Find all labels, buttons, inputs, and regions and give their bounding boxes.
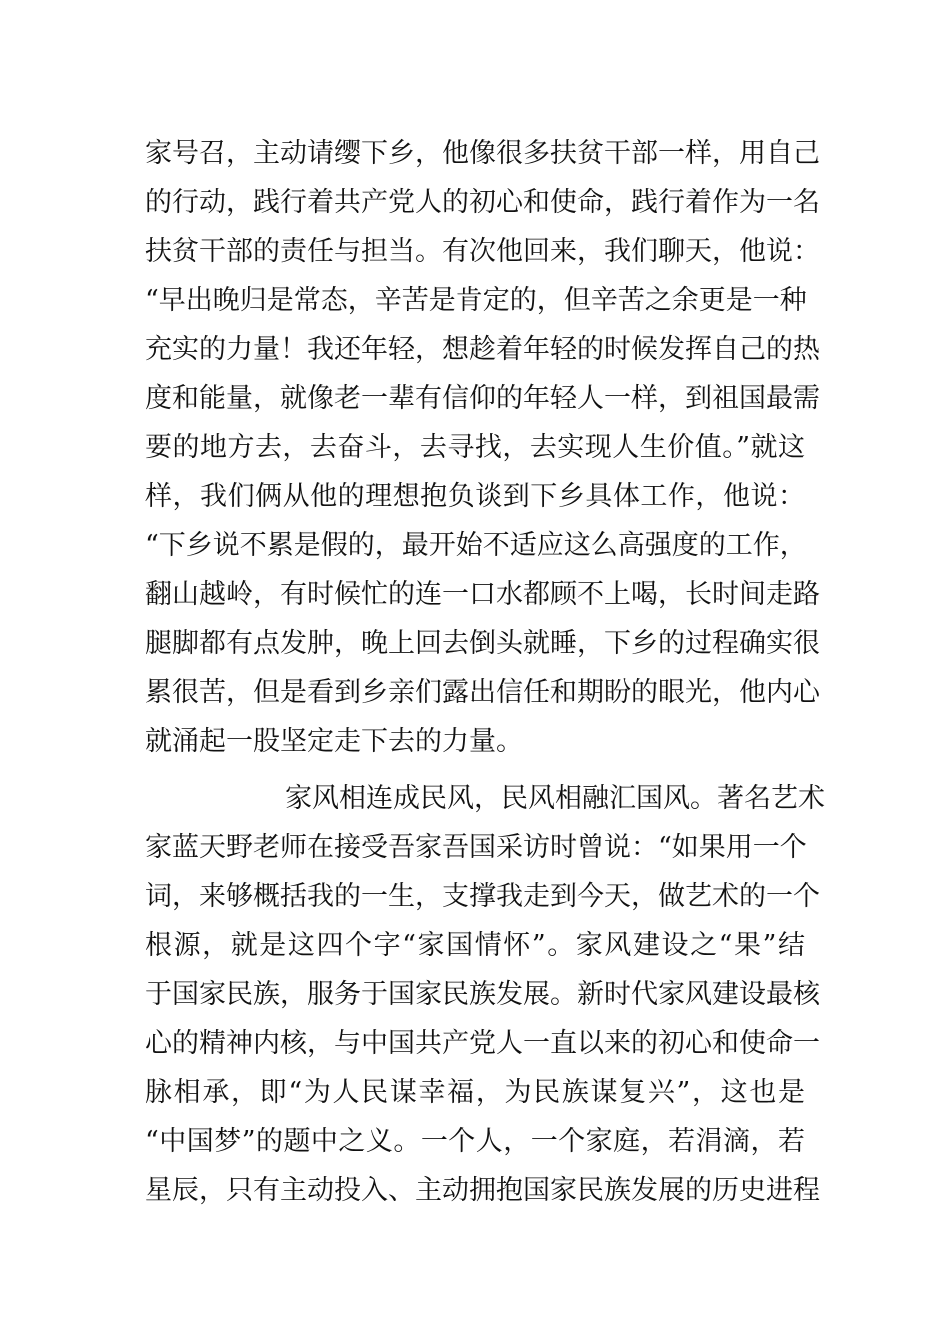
paragraph-2-line: 家蓝天野老师在接受吾家吾国采访时曾说：“如果用一个	[145, 832, 807, 863]
paragraph-1-line: 翻山越岭，有时候忙的连一口水都顾不上喝，长时间走路	[145, 579, 820, 610]
paragraph-1-line: 样，我们俩从他的理想抱负谈到下乡具体工作，他说：	[145, 481, 805, 512]
paragraph-1-line: 扶贫干部的责任与担当。有次他回来，我们聊天，他说：	[145, 236, 820, 267]
paragraph-1-line: 度和能量，就像老一辈有信仰的年轻人一样，到祖国最需	[145, 383, 820, 414]
paragraph-2-line: 根源，就是这四个字“家国情怀”。家风建设之“果”结	[145, 930, 805, 961]
paragraph-1-line: 腿脚都有点发肿，晚上回去倒头就睡，下乡的过程确实很	[145, 628, 820, 659]
paragraph-2-line: “中国梦”的题中之义。一个人，一个家庭，若涓滴，若	[145, 1126, 805, 1157]
paragraph-2-line: 于国家民族，服务于国家民族发展。新时代家风建设最核	[145, 979, 820, 1010]
paragraph-1-line: 累很苦，但是看到乡亲们露出信任和期盼的眼光，他内心	[145, 677, 820, 708]
paragraph-1-line: 的行动，践行着共产党人的初心和使命，践行着作为一名	[145, 187, 820, 218]
paragraph-1-last-line: 就涌起一股坚定走下去的力量。	[145, 726, 523, 757]
paragraph-1-line: 充实的力量！我还年轻，想趁着年轻的时候发挥自己的热	[145, 334, 820, 365]
paragraph-1-line: 要的地方去，去奋斗，去寻找，去实现人生价值。”就这	[145, 432, 805, 463]
paragraph-2-line: 心的精神内核，与中国共产党人一直以来的初心和使命一	[145, 1028, 820, 1059]
paragraph-1-line: “早出晚归是常态，辛苦是肯定的，但辛苦之余更是一种	[145, 285, 807, 316]
paragraph-2-line: 星辰，只有主动投入、主动拥抱国家民族发展的历史进程	[145, 1175, 820, 1206]
paragraph-1-line: 家号召，主动请缨下乡，他像很多扶贫干部一样，用自己	[145, 138, 820, 169]
paragraph-1-line: “下乡说不累是假的，最开始不适应这么高强度的工作，	[145, 530, 807, 561]
paragraph-2-line: 脉相承，即“为人民谋幸福，为民族谋复兴”，这也是	[145, 1077, 805, 1108]
paragraph-2-first-line: 家风相连成民风，民风相融汇国风。著名艺术	[285, 783, 825, 814]
paragraph-2-line: 词，来够概括我的一生，支撑我走到今天，做艺术的一个	[145, 881, 820, 912]
